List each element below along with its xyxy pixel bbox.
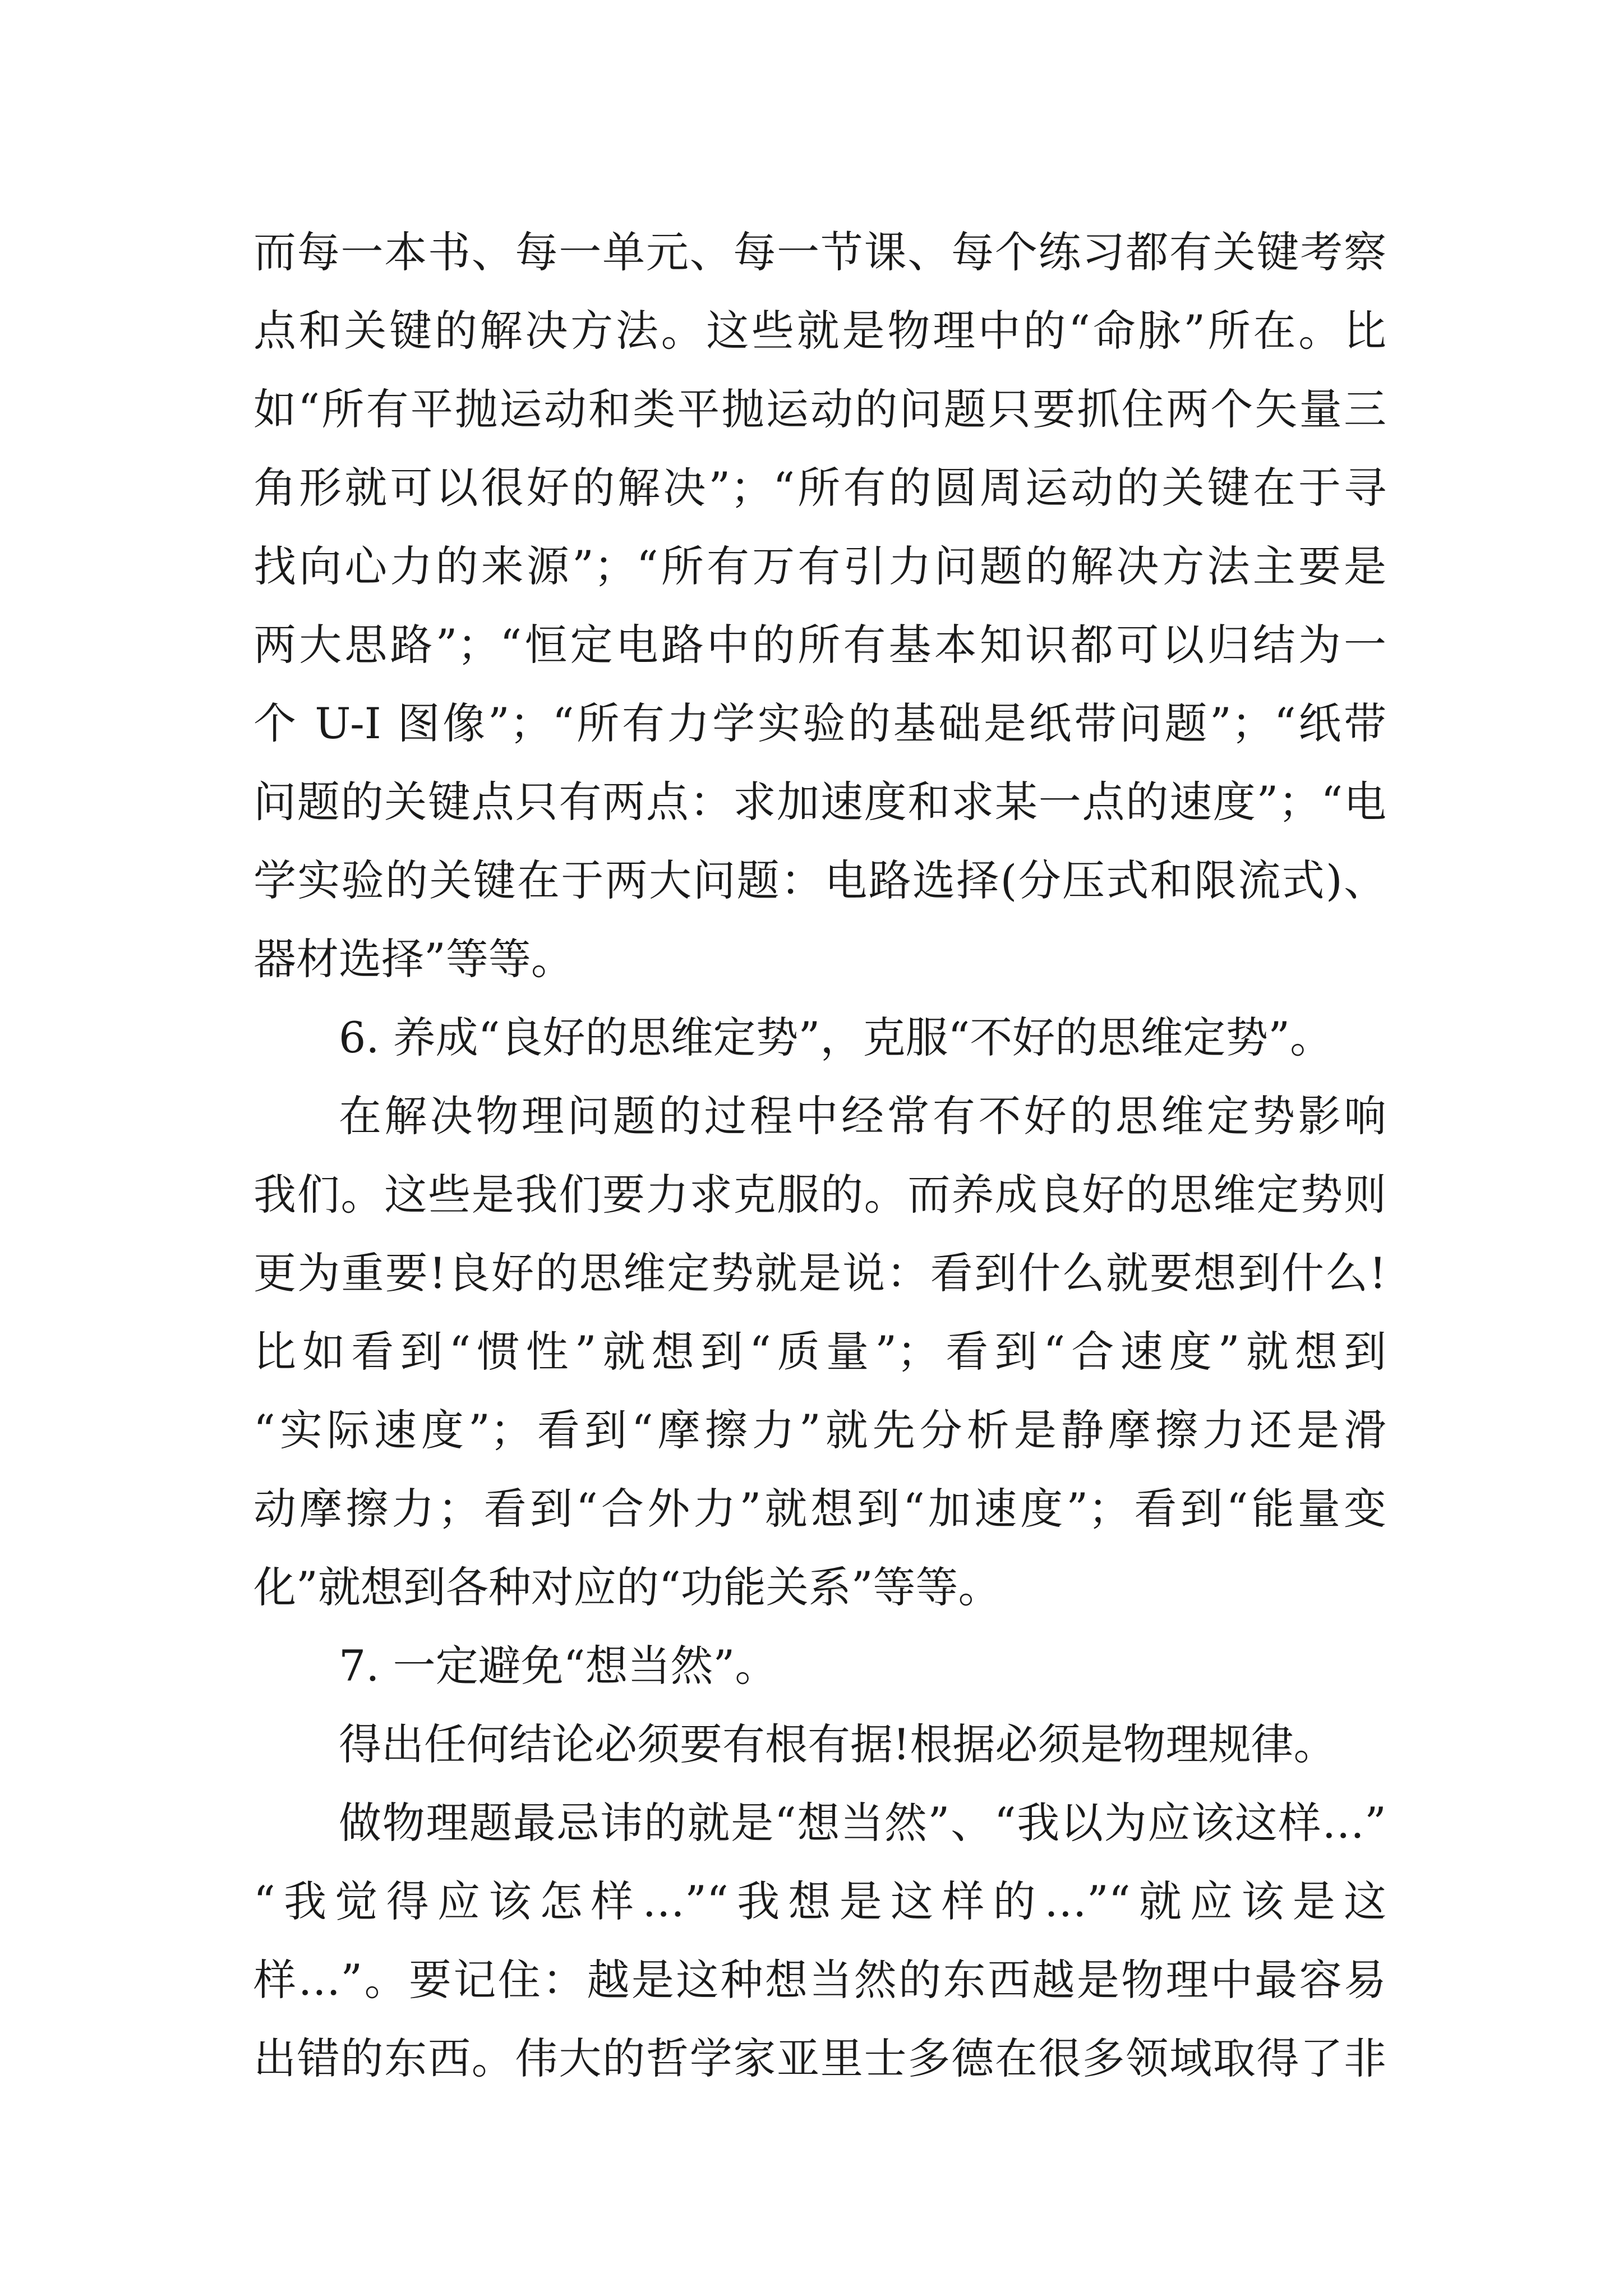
text-line: 在解决物理问题的过程中经常有不好的思维定势影响 (339, 1091, 1386, 1141)
text-line: 个 U-I 图像”；“所有力学实验的基础是纸带问题”；“纸带 (253, 698, 1386, 748)
text-line: 比如看到“惯性”就想到“质量”；看到“合速度”就想到 (253, 1327, 1386, 1377)
text-line: 我们。这些是我们要力求克服的。而养成良好的思维定势则 (253, 1170, 1386, 1220)
text-line: 做物理题最忌讳的就是“想当然”、“我以为应该这样…” (339, 1798, 1386, 1848)
text-line: “实际速度”；看到“摩擦力”就先分析是静摩擦力还是滑 (253, 1405, 1386, 1455)
text-line: 化”就想到各种对应的“功能关系”等等。 (253, 1562, 1001, 1612)
text-line: 如“所有平抛运动和类平抛运动的问题只要抓住两个矢量三 (253, 384, 1386, 434)
text-line: 两大思路”；“恒定电路中的所有基本知识都可以归结为一 (253, 620, 1386, 670)
text-line: 问题的关键点只有两点：求加速度和求某一点的速度”；“电 (253, 777, 1386, 827)
text-line: 更为重要!良好的思维定势就是说：看到什么就要想到什么! (253, 1248, 1386, 1298)
text-line: “我觉得应该怎样…”“我想是这样的…”“就应该是这 (253, 1876, 1386, 1926)
text-line: 出错的东西。伟大的哲学家亚里士多德在很多领域取得了非 (253, 2033, 1386, 2083)
text-line: 而每一本书、每一单元、每一节课、每个练习都有关键考察 (253, 227, 1386, 277)
text-line: 动摩擦力；看到“合外力”就想到“加速度”；看到“能量变 (253, 1484, 1386, 1534)
text-line: 学实验的关键在于两大问题：电路选择(分压式和限流式)、 (253, 855, 1386, 905)
text-line: 样…”。要记住：越是这种想当然的东西越是物理中最容易 (253, 1955, 1386, 2005)
text-line: 器材选择”等等。 (253, 934, 574, 984)
text-line: 角形就可以很好的解决”；“所有的圆周运动的关键在于寻 (253, 463, 1386, 513)
body-text (253, 213, 1386, 2098)
text-line: 点和关键的解决方法。这些就是物理中的“命脉”所在。比 (253, 306, 1386, 356)
text-line: 找向心力的来源”；“所有万有引力问题的解决方法主要是 (253, 541, 1386, 591)
text-line: 得出任何结论必须要有根有据!根据必须是物理规律。 (339, 1719, 1336, 1769)
text-line: 6. 养成“良好的思维定势”，克服“不好的思维定势”。 (339, 1013, 1333, 1062)
text-line: 7. 一定避免“想当然”。 (339, 1641, 778, 1691)
